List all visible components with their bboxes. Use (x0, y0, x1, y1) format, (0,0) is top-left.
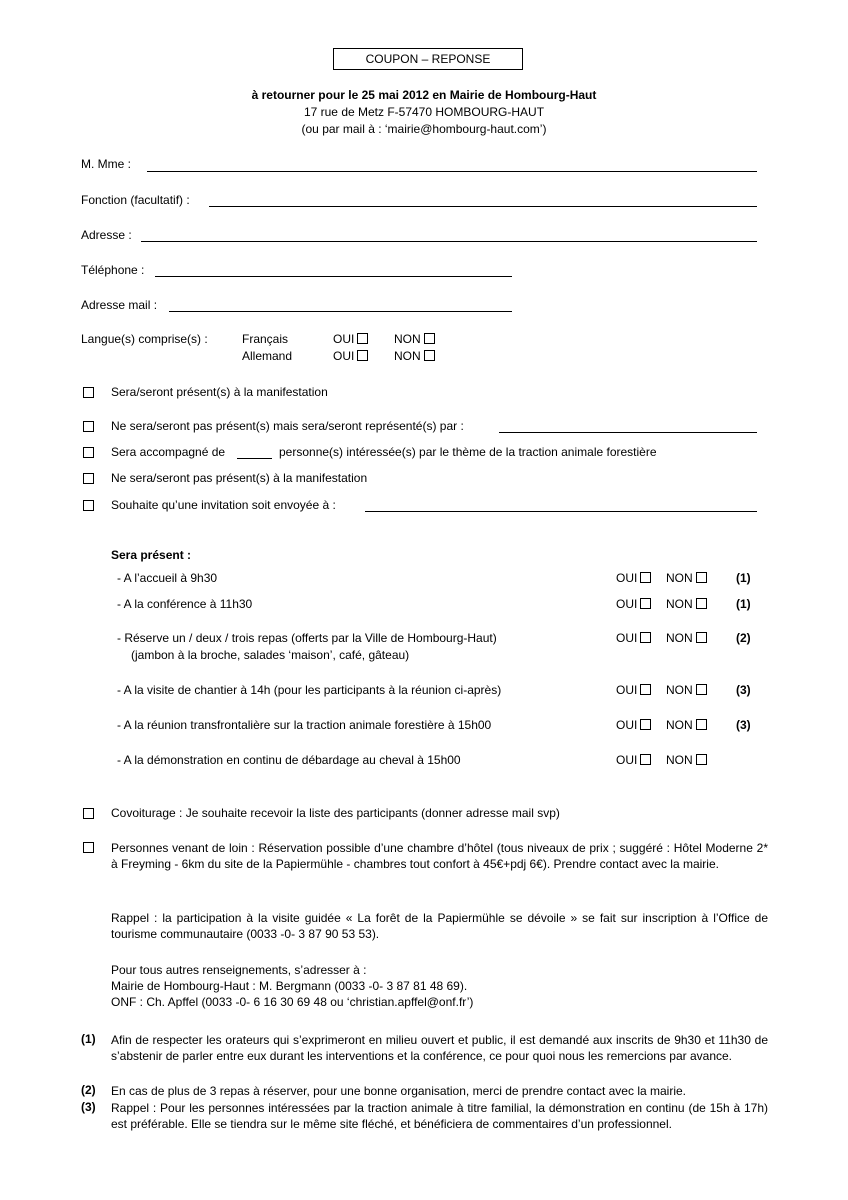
accompagne-checkbox[interactable] (83, 447, 94, 458)
reunion-non[interactable]: NON (666, 718, 707, 733)
renseignements-onf: ONF : Ch. Apffel (0033 -0- 6 16 30 69 48 ou ‘christian.apffel@onf.fr’) (111, 995, 474, 1009)
adresse-input-line[interactable] (141, 241, 757, 242)
accueil-oui[interactable]: OUI (616, 571, 651, 586)
conference-note: (1) (736, 597, 751, 611)
francais-non[interactable]: NON (394, 332, 435, 347)
note-1-text: Afin de respecter les orateurs qui s’exprimeront en milieu ouvert et public, il est demandé aux inscrits de 9h30 et 11h30 de s’abstenir de parler entre eux durant les interventions et la conférence, ce pour quoi nous les remercions par avance. (111, 1033, 768, 1063)
checkbox-icon[interactable] (640, 754, 651, 765)
visite-note: (3) (736, 683, 751, 697)
note-3-num: (3) (81, 1100, 96, 1114)
option-invitation: Souhaite qu’une invitation soit envoyée à : (111, 498, 336, 512)
represente-checkbox[interactable] (83, 421, 94, 432)
note-3-text: Rappel : Pour les personnes intéressées par la traction animale à titre familial, la démonstration en continu (de 15h à 17h) est préférable. Elle se tiendra sur le même site fléché, et bénéficiera de commentaires d’un professionnel. (111, 1101, 768, 1131)
invitation-checkbox[interactable] (83, 500, 94, 511)
langue-allemand: Allemand (242, 349, 293, 363)
mail-label: Adresse mail : (81, 298, 158, 312)
option-accompagne-suite: personne(s) intéressée(s) par le thème de la traction animale forestière (279, 445, 657, 459)
demo-oui[interactable]: OUI (616, 753, 651, 768)
visite-non[interactable]: NON (666, 683, 707, 698)
name-input-line[interactable] (147, 171, 757, 172)
conference-oui[interactable]: OUI (616, 597, 651, 612)
rappel-text: Rappel : la participation à la visite guidée « La forêt de la Papiermühle se dévoile » se fait sur inscription à l’Office de tourisme communautaire (0033 -0- 3 87 90 53 53). (111, 911, 768, 941)
reunion-note: (3) (736, 718, 751, 732)
note-1-num: (1) (81, 1032, 96, 1046)
checkbox-icon[interactable] (696, 684, 707, 695)
item-repas: - Réserve un / deux / trois repas (offerts par la Ville de Hombourg-Haut) (117, 631, 497, 645)
item-repas-detail: (jambon à la broche, salades ‘maison’, café, gâteau) (131, 648, 410, 662)
absent-checkbox[interactable] (83, 473, 94, 484)
mairie-email: (ou par mail à : ‘mairie@hombourg-haut.com’) (301, 122, 547, 136)
loin-checkbox[interactable] (83, 842, 94, 853)
telephone-label: Téléphone : (81, 263, 145, 277)
checkbox-icon[interactable] (696, 572, 707, 583)
checkbox-icon[interactable] (424, 350, 435, 361)
form-title: COUPON – REPONSE (333, 48, 523, 70)
covoiturage-checkbox[interactable] (83, 808, 94, 819)
renseignements-mairie: Mairie de Hombourg-Haut : M. Bergmann (0033 -0- 3 87 81 48 69). (111, 979, 468, 993)
covoiturage-text: Covoiturage : Je souhaite recevoir la liste des participants (donner adresse mail svp) (111, 806, 560, 820)
checkbox-icon[interactable] (357, 350, 368, 361)
checkbox-icon[interactable] (696, 719, 707, 730)
option-absent: Ne sera/seront pas présent(s) à la manifestation (111, 471, 368, 485)
item-reunion: - A la réunion transfrontalière sur la traction animale forestière à 15h00 (117, 718, 492, 732)
invitation-input-line[interactable] (365, 511, 757, 512)
adresse-label: Adresse : (81, 228, 132, 242)
demo-non[interactable]: NON (666, 753, 707, 768)
checkbox-icon[interactable] (640, 572, 651, 583)
checkbox-icon[interactable] (357, 333, 368, 344)
repas-note: (2) (736, 631, 751, 645)
checkbox-icon[interactable] (696, 598, 707, 609)
allemand-non[interactable]: NON (394, 349, 435, 364)
visite-oui[interactable]: OUI (616, 683, 651, 698)
present-checkbox[interactable] (83, 387, 94, 398)
repas-oui[interactable]: OUI (616, 631, 651, 646)
checkbox-icon[interactable] (696, 632, 707, 643)
mairie-address: 17 rue de Metz F-57470 HOMBOURG-HAUT (303, 105, 545, 119)
checkbox-icon[interactable] (696, 754, 707, 765)
checkbox-icon[interactable] (640, 598, 651, 609)
francais-oui[interactable]: OUI (333, 332, 368, 347)
fonction-input-line[interactable] (209, 206, 757, 207)
checkbox-icon[interactable] (640, 719, 651, 730)
item-demo: - A la démonstration en continu de débardage au cheval à 15h00 (117, 753, 461, 767)
telephone-input-line[interactable] (155, 276, 512, 277)
accueil-non[interactable]: NON (666, 571, 707, 586)
fonction-label: Fonction (facultatif) : (81, 193, 190, 207)
checkbox-icon[interactable] (640, 684, 651, 695)
langue-francais: Français (242, 332, 289, 346)
item-accueil: - A l’accueil à 9h30 (117, 571, 218, 585)
represente-input-line[interactable] (499, 432, 757, 433)
option-represente: Ne sera/seront pas présent(s) mais sera/seront représenté(s) par : (111, 419, 464, 433)
note-2-num: (2) (81, 1083, 96, 1097)
mail-input-line[interactable] (169, 311, 512, 312)
sera-present-heading: Sera présent : (111, 548, 192, 562)
allemand-oui[interactable]: OUI (333, 349, 368, 364)
renseignements-heading: Pour tous autres renseignements, s’adresser à : (111, 963, 367, 977)
reunion-oui[interactable]: OUI (616, 718, 651, 733)
note-2-text: En cas de plus de 3 repas à réserver, pour une bonne organisation, merci de prendre contact avec la mairie. (111, 1084, 686, 1098)
loin-text: Personnes venant de loin : Réservation possible d’une chambre d’hôtel (tous niveaux de prix ; suggéré : Hôtel Moderne 2* à Freyming - 6km du site de la Papiermühle - chambres tout confort à 45€+pdj 6€). Prendre contact avec la mairie. (111, 841, 768, 871)
checkbox-icon[interactable] (424, 333, 435, 344)
accompagne-count-line[interactable] (237, 458, 272, 459)
conference-non[interactable]: NON (666, 597, 707, 612)
item-visite: - A la visite de chantier à 14h (pour les participants à la réunion ci-après) (117, 683, 502, 697)
accueil-note: (1) (736, 571, 751, 585)
langues-label: Langue(s) comprise(s) : (81, 332, 208, 346)
option-present: Sera/seront présent(s) à la manifestation (111, 385, 328, 399)
return-instruction: à retourner pour le 25 mai 2012 en Mairie de Hombourg-Haut (251, 88, 597, 102)
option-accompagne: Sera accompagné de (111, 445, 226, 459)
repas-non[interactable]: NON (666, 631, 707, 646)
checkbox-icon[interactable] (640, 632, 651, 643)
name-label: M. Mme : (81, 157, 131, 171)
item-conference: - A la conférence à 11h30 (117, 597, 253, 611)
